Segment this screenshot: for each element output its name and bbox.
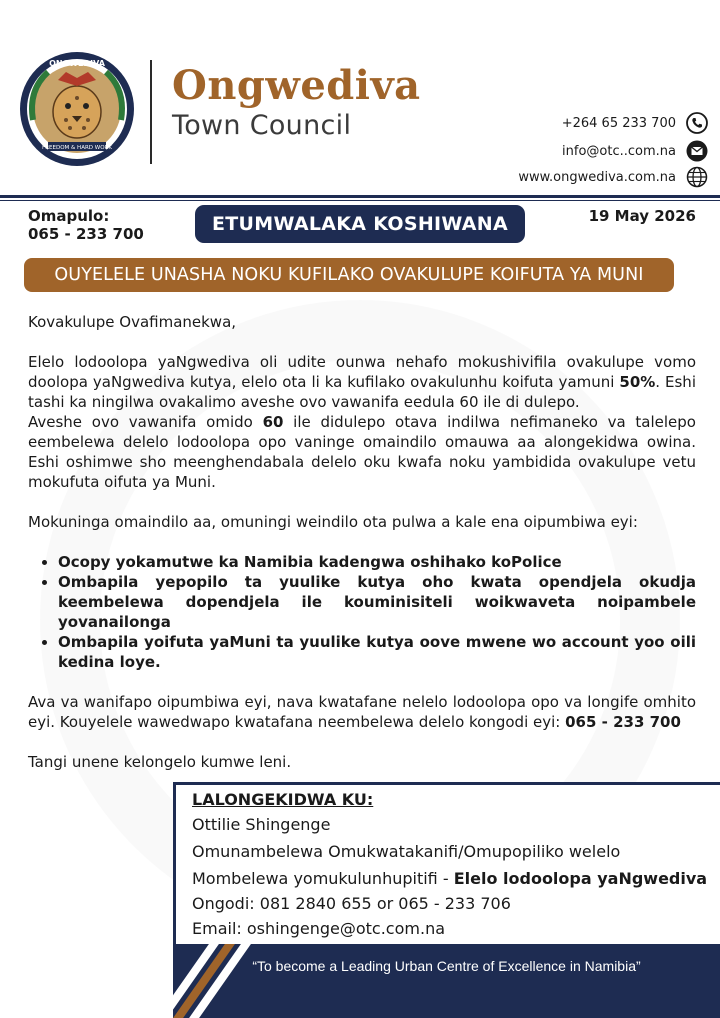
omapulo-block	[28, 207, 144, 243]
phone-number: +264 65 233 700	[561, 115, 676, 131]
header-rule	[0, 195, 720, 198]
phone-icon	[686, 112, 708, 134]
prepared-by-box	[173, 782, 720, 944]
omapulo-number: 065 - 233 700	[28, 225, 144, 243]
press-release-badge: ETUMWALAKA KOSHIWANA	[195, 205, 525, 243]
globe-icon	[686, 166, 708, 188]
paragraph-3: Mokuninga omaindilo aa, omuningi weindilo ota pulwa a kale ena oipumbiwa eyi:	[28, 513, 638, 531]
mail-icon	[686, 140, 708, 162]
document-date: 19 May 2026	[588, 207, 696, 225]
header-rule-thin	[0, 200, 720, 201]
seal-title: ONGWEDIVA	[49, 59, 105, 68]
email-address[interactable]: info@otc..com.na	[562, 143, 676, 159]
list-item: • Ocopy yokamutwe ka Namibia kadengwa oshihako koPolice	[58, 552, 696, 572]
contact-phone-row	[562, 112, 708, 134]
org-name: Ongwediva	[172, 62, 421, 109]
contact-number: 065 - 233 700	[565, 713, 681, 731]
paragraph-1: Elelo lodoolopa yaNgwediva oli udite ounwa nehafo mokushivifila ovakulupe vomo doolopa yaNgwediva kutya, elelo ota li ka kufilako ovakulunhu koifuta yamuni 50%. Eshi tashi ka ningilwa ovakalimo aveshe ovo vawanifa eedula 60 ile di dulepo.	[28, 353, 696, 411]
letter-body	[28, 312, 696, 772]
age-threshold: 60	[262, 413, 284, 431]
subject-banner: OUYELELE UNASHA NOKU KUFILAKO OVAKULUPE KOIFUTA YA MUNI	[24, 258, 674, 292]
town-council-seal	[18, 50, 136, 168]
website-url[interactable]: www.ongwediva.com.na	[518, 169, 676, 185]
contact-website-row	[518, 166, 708, 188]
requirements-list	[28, 552, 696, 672]
paragraph-4: Ava va wanifapo oipumbiwa eyi, nava kwatafane nelelo lodoolopa opo va longife omhito eyi. Kouyelele wawedwapo kwatafana neembelewa delelo kongodi eyi: 065 - 233 700	[28, 693, 696, 731]
omapulo-label: Omapulo:	[28, 207, 110, 225]
footer-banner	[173, 944, 720, 1018]
footer-slogan: “To become a Leading Urban Centre of Excellence in Namibia”	[252, 958, 641, 974]
paragraph-2: Aveshe ovo vawanifa omido 60 ile didulepo otava indilwa nefimaneko va talelepo eembelewa delelo lodoolopa opo vaninge omaindilo omauwa aa alongekidwa owina. Eshi oshimwe sho meenghendabala delelo oku kwafa noku yambidida ovakulupe vetu mokufuta oifuta ya Muni.	[28, 413, 696, 491]
closing-line: Tangi unene kelongelo kumwe leni.	[28, 753, 292, 771]
contact-name: Ottilie Shingenge	[192, 815, 331, 834]
prepared-by-title: LALONGEKIDWA KU:	[192, 790, 374, 809]
seal-motto: FREEDOM & HARD WORK	[42, 145, 112, 151]
contact-department: Mombelewa yomukulunhupitifi - Elelo lodoolopa yaNgwediva	[192, 869, 708, 888]
org-subtitle: Town Council	[172, 110, 352, 141]
contact-role: Omunambelewa Omukwatakanifi/Omupopiliko welelo	[192, 842, 621, 861]
contact-phone: Ongodi: 081 2840 655 or 065 - 233 706	[192, 894, 511, 913]
greeting: Kovakulupe Ovafimanekwa,	[28, 313, 237, 331]
contact-email-row	[562, 140, 708, 162]
list-item: • Ombapila yoifuta yaMuni ta yuulike kutya oove mwene wo account yoo oili kedina loye.	[58, 632, 696, 672]
discount-percent: 50%	[619, 373, 656, 391]
list-item: • Ombapila yepopilo ta yuulike kutya oho kwata opendjela okudja keembelewa dopendjela ile kouminisiteli woikwaveta noipambele yovanailonga	[58, 572, 696, 632]
header-divider	[150, 60, 152, 164]
contact-email[interactable]: Email: oshingenge@otc.com.na	[192, 919, 446, 938]
